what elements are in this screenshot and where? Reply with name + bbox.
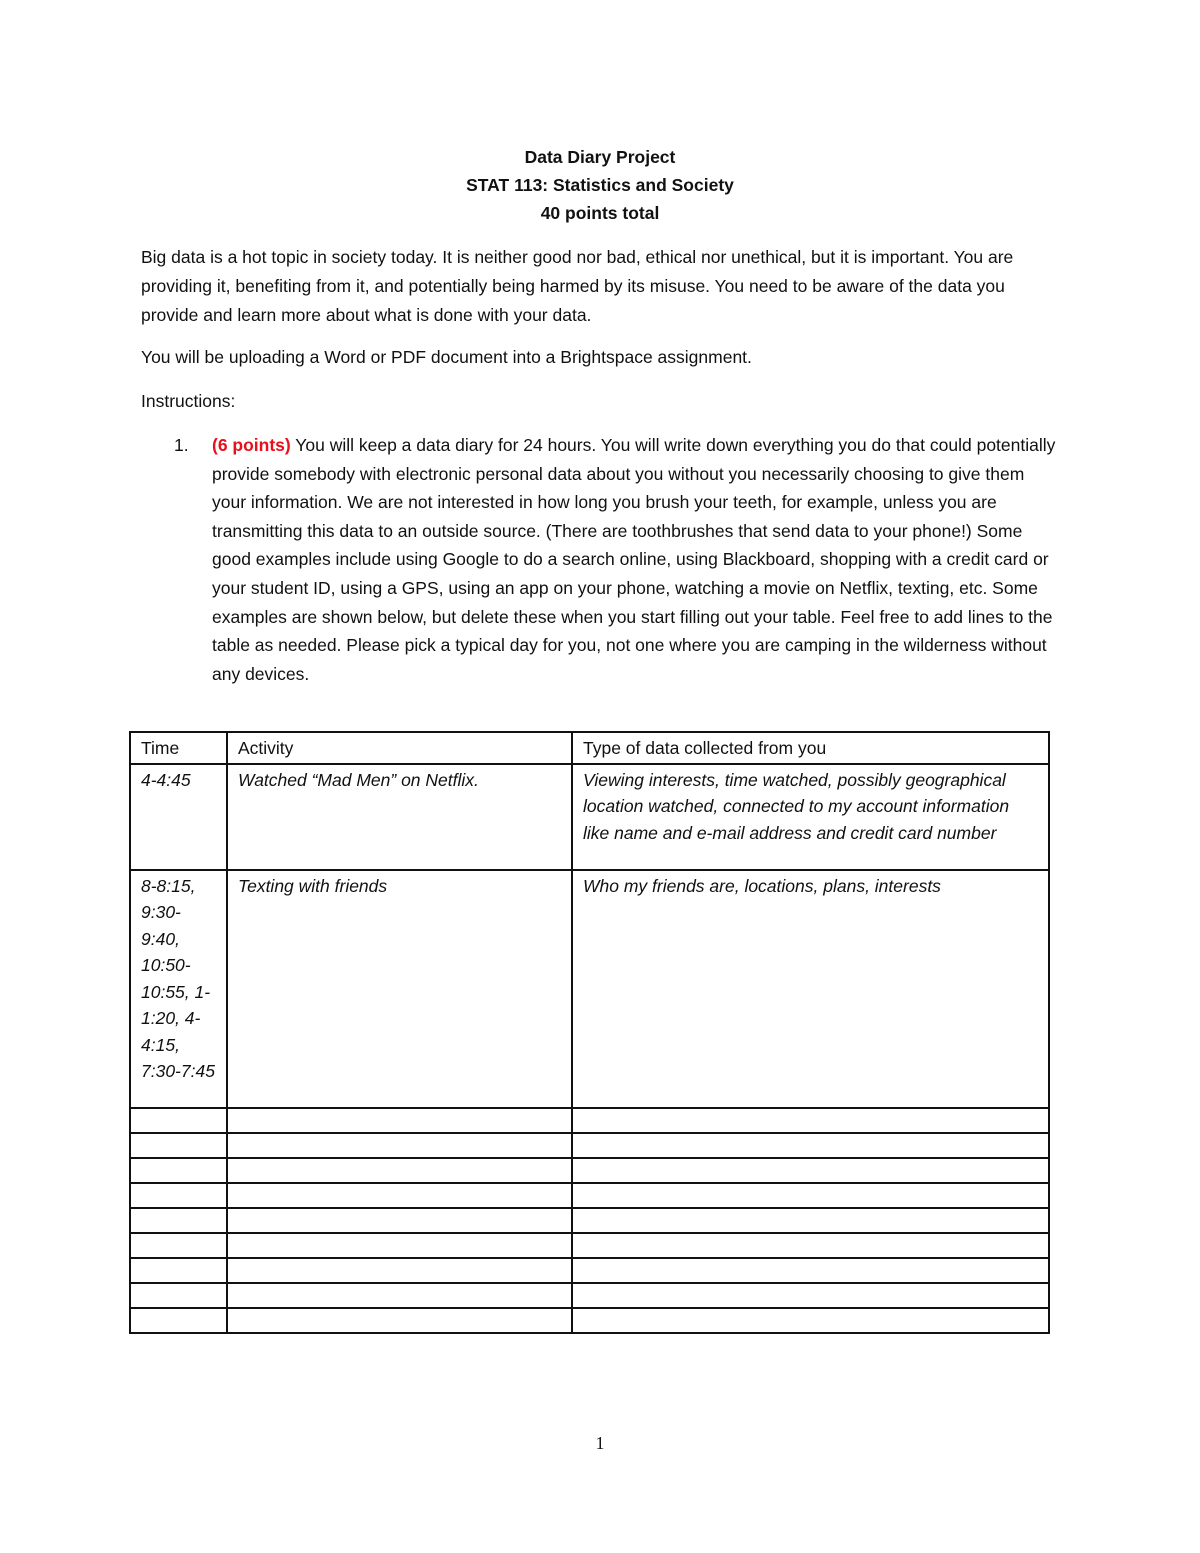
empty-table-row bbox=[130, 1158, 1049, 1183]
item-points-label: (6 points) bbox=[212, 435, 291, 455]
time-cell bbox=[130, 1183, 227, 1208]
time-cell bbox=[130, 1158, 227, 1183]
data-cell bbox=[572, 1208, 1049, 1233]
upload-paragraph: You will be uploading a Word or PDF document into a Brightspace assignment. bbox=[141, 347, 752, 367]
empty-table-row bbox=[130, 1283, 1049, 1308]
activity-cell bbox=[227, 1208, 572, 1233]
time-cell: 4-4:45 bbox=[130, 764, 227, 870]
empty-table-row bbox=[130, 1183, 1049, 1208]
empty-table-row bbox=[130, 1208, 1049, 1233]
activity-cell bbox=[227, 1133, 572, 1158]
data-cell bbox=[572, 1108, 1049, 1133]
document-title: Data Diary Project bbox=[524, 147, 676, 167]
data-cell bbox=[572, 1233, 1049, 1258]
table-row bbox=[130, 870, 1049, 1108]
activity-cell: Watched “Mad Men” on Netflix. bbox=[227, 764, 572, 870]
data-cell bbox=[572, 1133, 1049, 1158]
intro-paragraph: Big data is a hot topic in society today. It is neither good nor bad, ethical nor unethical, but it is important. You are providing it, benefiting from it, and potentially being harmed by its misuse. You need to be aware of the data you provide and learn more about what is done with your data. bbox=[141, 247, 1014, 325]
data-cell: Viewing interests, time watched, possibly geographical location watched, connected to my account information like name and e-mail address and credit card number bbox=[572, 764, 1049, 870]
document-header bbox=[0, 143, 1200, 227]
page-number: 1 bbox=[595, 1433, 605, 1453]
item-body: You will keep a data diary for 24 hours. You will write down everything you do that could potentially provide somebody with electronic personal data about you without you necessarily choosing to give them your information. We are not interested in how long you brush your teeth, for example, unless you are transmitting this data to an outside source. (There are toothbrushes that send data to your phone!) Some good examples include using Google to do a search online, using Blackboard, shopping with a credit card or your student ID, using a GPS, using an app on your phone, watching a movie on Netflix, texting, etc. Some examples are shown below, but delete these when you start filling out your table. Feel free to add lines to the table as needed. Please pick a typical day for you, not one where you are camping in the wilderness without any devices. bbox=[212, 435, 1056, 684]
header-activity: Activity bbox=[227, 732, 572, 764]
activity-cell bbox=[227, 1258, 572, 1283]
empty-table-row bbox=[130, 1308, 1049, 1333]
table-header-row bbox=[130, 732, 1049, 764]
course-title: STAT 113: Statistics and Society bbox=[466, 175, 734, 195]
activity-cell bbox=[227, 1283, 572, 1308]
data-diary-table bbox=[129, 731, 1050, 1334]
empty-table-row bbox=[130, 1108, 1049, 1133]
data-cell bbox=[572, 1258, 1049, 1283]
time-cell bbox=[130, 1308, 227, 1333]
activity-cell bbox=[227, 1233, 572, 1258]
points-total: 40 points total bbox=[540, 203, 660, 223]
header-data-collected: Type of data collected from you bbox=[572, 732, 1049, 764]
data-cell bbox=[572, 1308, 1049, 1333]
activity-cell bbox=[227, 1183, 572, 1208]
empty-table-row bbox=[130, 1258, 1049, 1283]
time-cell bbox=[130, 1208, 227, 1233]
time-cell: 8-8:15, 9:30-9:40, 10:50-10:55, 1-1:20, 4-4:15, 7:30-7:45 bbox=[130, 870, 227, 1108]
activity-cell bbox=[227, 1308, 572, 1333]
time-cell bbox=[130, 1258, 227, 1283]
instructions-label: Instructions: bbox=[141, 391, 236, 411]
data-cell: Who my friends are, locations, plans, interests bbox=[572, 870, 1049, 1108]
data-cell bbox=[572, 1283, 1049, 1308]
empty-table-row bbox=[130, 1233, 1049, 1258]
time-cell bbox=[130, 1283, 227, 1308]
time-cell bbox=[130, 1108, 227, 1133]
data-cell bbox=[572, 1158, 1049, 1183]
activity-cell bbox=[227, 1108, 572, 1133]
activity-cell bbox=[227, 1158, 572, 1183]
activity-cell: Texting with friends bbox=[227, 870, 572, 1108]
time-cell bbox=[130, 1133, 227, 1158]
item-text bbox=[212, 431, 1062, 688]
data-cell bbox=[572, 1183, 1049, 1208]
item-number: 1. bbox=[174, 435, 189, 455]
time-cell bbox=[130, 1233, 227, 1258]
table-row bbox=[130, 764, 1049, 870]
empty-table-row bbox=[130, 1133, 1049, 1158]
header-time: Time bbox=[130, 732, 227, 764]
